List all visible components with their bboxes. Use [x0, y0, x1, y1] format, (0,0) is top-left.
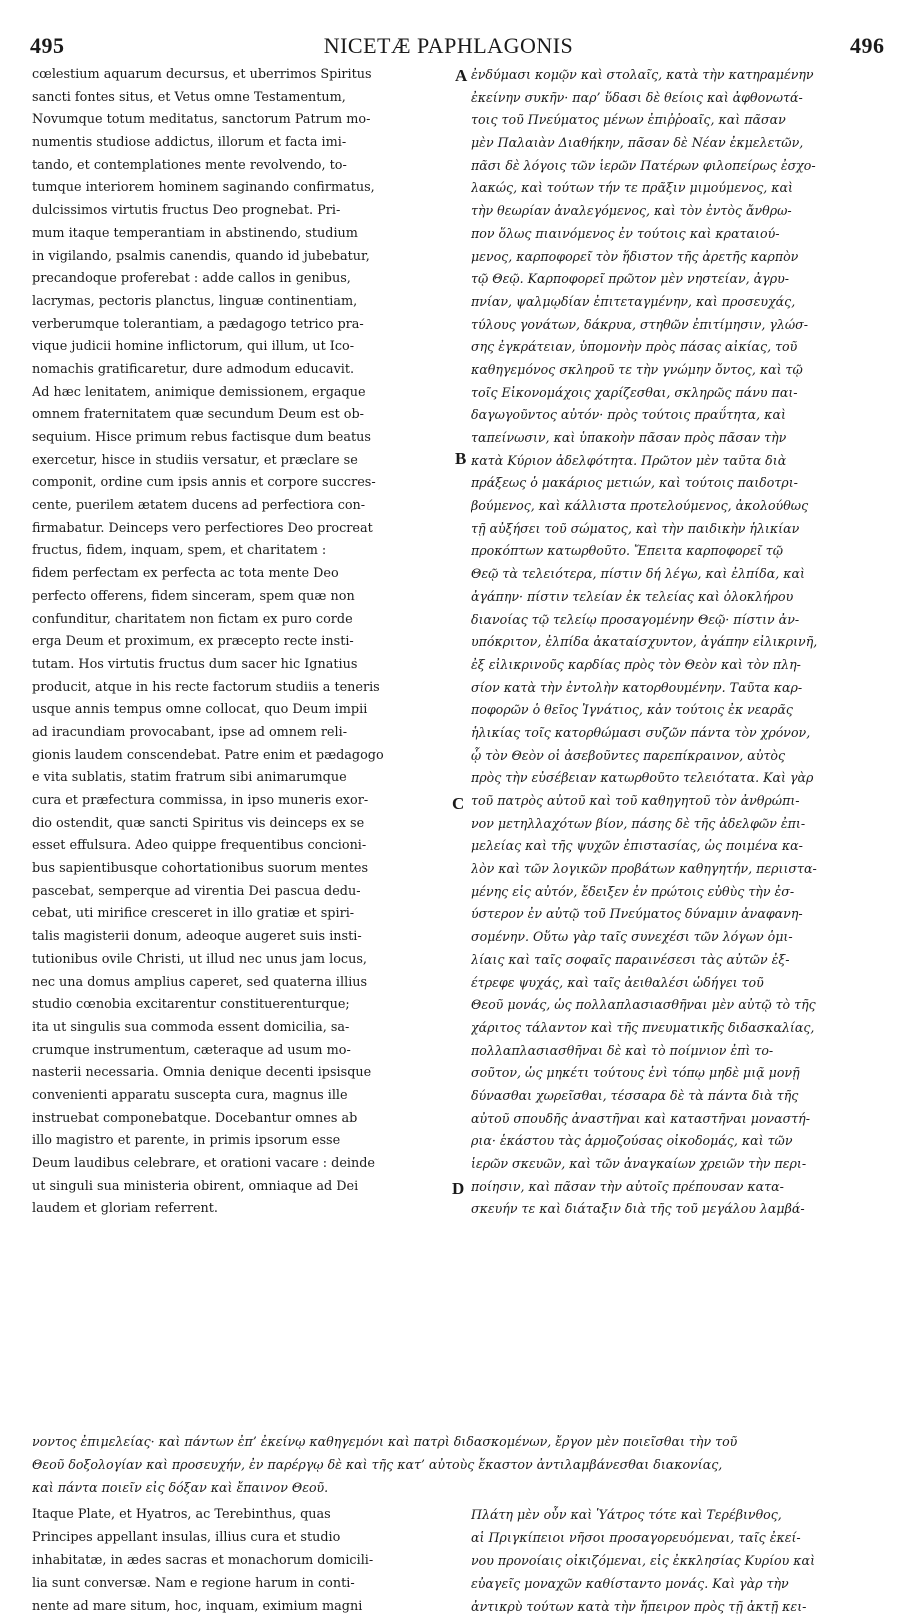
- latin-text-line: e vita sublatis, statim fratrum sibi animarumque: [32, 770, 347, 786]
- greek-text-line: νον μετηλλαχότων βίον, πάσης δὲ τῆς ἀδελφῶν ἐπι-: [471, 815, 806, 831]
- latin-text-line: nomachis gratificaretur, dure admodum educavit.: [32, 361, 355, 377]
- latin-text-line: exercetur, hisce in studiis versatur, et præclare se: [32, 452, 358, 468]
- greek-text-line: αὐτοῦ σπουδῆς ἀναστῆναι καὶ καταστῆναι μοναστή-: [471, 1110, 810, 1126]
- greek-text-line: ἡλικίας τοῖς κατορθώμασι συζῶν πάντα τὸν χρόνον,: [471, 724, 811, 740]
- latin-text-line: nasterii necessaria. Omnia denique decenti ipsisque: [32, 1065, 372, 1081]
- latin-text-line: producit, atque in his recte factorum studiis a teneris: [32, 679, 380, 695]
- latin-text-line: cente, puerilem ætatem ducens ad perfectiora con-: [32, 498, 366, 514]
- latin-text-line: in vigilando, psalmis canendis, quando id jubebatur,: [32, 248, 370, 264]
- greek-text-line: πᾶσι δὲ λόγοις τῶν ἱερῶν Πατέρων φιλοπείρως ἐσχο-: [471, 157, 816, 173]
- greek-column: [471, 64, 879, 1221]
- greek-text-line: λίαις καὶ ταῖς σοφαῖς παραινέσεσι τὰς αὐτῶν ἐξ-: [471, 951, 790, 967]
- greek-text-line: μὲν Παλαιὰν Διαθήκην, πᾶσαν δὲ Νέαν ἐκμελετῶν,: [471, 135, 804, 151]
- latin-text-line: dulcissimos virtutis fructus Deo prognebat. Pri-: [32, 203, 341, 219]
- latin-text-line: Novumque totum meditatus, sanctorum Patrum mo-: [32, 112, 371, 128]
- greek-text-line: ποίησιν, καὶ πᾶσαν τὴν αὐτοῖς πρέπουσαν κατα-: [471, 1178, 784, 1194]
- greek-text-line: ᾧ τὸν Θεὸν οἱ ἀσεβοῦντες παρεπίκραινον, αὐτὸς: [471, 747, 786, 763]
- latin-text-line: gionis laudem conscendebat. Patre enim et pædagogo: [32, 747, 384, 763]
- latin-text-line: tutam. Hos virtutis fructus dum sacer hic Ignatius: [32, 656, 358, 672]
- latin-text-line: confunditur, charitatem non fictam ex puro corde: [32, 611, 353, 627]
- latin-text-line: Deum laudibus celebrare, et orationi vacare : deinde: [32, 1156, 375, 1171]
- greek-text-line: τοις τοῦ Πνεύματος μένων ἐπιῤῥοαῖς, καὶ πᾶσαν: [471, 112, 786, 128]
- greek-text-line: τῇ αὐξήσει τοῦ σώματος, καὶ τὴν παιδικὴν ἡλικίαν: [471, 520, 800, 536]
- section-marker-b: B: [455, 449, 467, 468]
- greek-text-line: ἐνδύμασι κομῷν καὶ στολαῖς, κατὰ τὴν κατηραμένην: [471, 67, 814, 82]
- latin-text-line: numentis studiose addictus, illorum et facta imi-: [32, 135, 347, 151]
- greek-text-line: καθηγεμόνος σκληροῦ τε τὴν γνώμην ὄντος, καὶ τῷ: [471, 361, 803, 377]
- greek-text-line: ἐκείνην συκῆν· παρ’ ὕδασι δὲ θείοις καὶ ἀφθονωτά-: [471, 89, 803, 105]
- section-marker-a: A: [455, 66, 468, 85]
- latin-column-lower: [32, 1503, 452, 1618]
- greek-text-line: μενος, καρποφορεῖ τὸν ἥδιστον τῆς ἀρετῆς καρπὸν: [471, 248, 799, 264]
- greek-text-line: καὶ πάντα ποιεῖν εἰς δόξαν καὶ ἔπαινον Θεοῦ.: [32, 1480, 329, 1495]
- greek-text-line: έτρεφε ψυχάς, καὶ ταῖς ἀειθαλέσι ὡδήγει τοῦ: [471, 974, 764, 990]
- greek-text-line: ύστερον ἐν αὐτῷ τοῦ Πνεύματος δύναμιν ἀναφανη-: [471, 906, 803, 922]
- greek-text-line: δύνασθαι χωρεῖσθαι, τέσσαρα δὲ τὰ πάντα διὰ τῆς: [471, 1087, 799, 1103]
- latin-text-line: erga Deum et proximum, ex præcepto recte insti-: [32, 634, 354, 650]
- latin-text-line: lia sunt conversæ. Nam e regione harum in conti-: [32, 1576, 355, 1591]
- latin-text-line: fidem perfectam ex perfecta ac tota mente Deo: [32, 566, 339, 582]
- greek-text-line: υπόκριτον, ἐλπίδα ἀκαταίσχυντον, ἀγάπην εἰλικρινῆ,: [471, 634, 818, 650]
- latin-text-line: cœlestium aquarum decursus, et uberrimos Spiritus: [32, 67, 372, 82]
- latin-text-line: mum itaque temperantiam in abstinendo, studium: [32, 225, 358, 241]
- latin-text-line: tumque interiorem hominem saginando confirmatus,: [32, 180, 375, 196]
- greek-text-line: σκευήν τε καὶ διάταξιν διὰ τῆς τοῦ μεγάλου λαμβά-: [471, 1201, 805, 1217]
- latin-text-line: studio cœnobia excitarentur constituerenturque;: [32, 997, 350, 1013]
- greek-text-line: τοῖς Εἰκονομάχοις χαρίζεσθαι, σκληρῶς πάνυ παι-: [471, 384, 798, 400]
- latin-text-line: pascebat, semperque ad virentia Dei pascua dedu-: [32, 883, 361, 899]
- latin-text-line: firmabatur. Deinceps vero perfectiores Deo procreat: [32, 520, 373, 536]
- greek-text-line: ἱερῶν σκευῶν, καὶ τῶν ἀναγκαίων χρειῶν τὴν περι-: [471, 1156, 807, 1171]
- greek-text-line: κατὰ Κύριον ἀδελφότητα. Πρῶτον μὲν ταῦτα διὰ: [471, 452, 787, 468]
- latin-text-line: fructus, fidem, inquam, spem, et charitatem :: [32, 543, 327, 559]
- greek-text-line: σομένην. Οὕτω γὰρ ταῖς συνεχέσι τῶν λόγων ὁμι-: [471, 929, 793, 945]
- greek-text-line: τῷ Θεῷ. Καρποφορεῖ πρῶτον μὲν νηστείαν, ἀγρυ-: [471, 271, 790, 287]
- greek-text-line: νου προνοίαις οἰκιζόμεναι, εἰς ἐκκλησίας Κυρίου καὶ: [471, 1553, 816, 1568]
- latin-text-line: dio ostendit, quæ sancti Spiritus vis deinceps ex se: [32, 815, 365, 831]
- greek-text-line: ἀγάπην· πίστιν τελείαν ἐκ τελείας καὶ ὁλοκλήρου: [471, 588, 794, 604]
- greek-text-line: Πλάτη μὲν οὖν καὶ Ὑάτρος τότε καὶ Τερέβινθος,: [471, 1507, 782, 1522]
- greek-text-line: τύλους γονάτων, δάκρυα, στηθῶν ἐπιτίμησιν, γλώσ-: [471, 316, 809, 332]
- section-marker-c: C: [452, 794, 465, 813]
- latin-text-line: ita ut singulis sua commoda essent domicilia, sa-: [32, 1019, 350, 1035]
- greek-text-line: αἱ Πριγκίπειοι νῆσοι προσαγορευόμεναι, ταῖς ἐκεί-: [471, 1530, 801, 1545]
- greek-text-line: ποφορῶν ὁ θεῖος Ἰγνάτιος, κἀν τούτοις ἐκ νεαρᾶς: [471, 702, 793, 718]
- greek-text-line: ρια· ἑκάστου τὰς ἁρμοζούσας οἰκοδομάς, καὶ τῶν: [471, 1133, 793, 1149]
- latin-text-line: sequium. Hisce primum rebus factisque dum beatus: [32, 430, 371, 445]
- latin-text-line: convenienti apparatu suscepta cura, magnus ille: [32, 1087, 348, 1103]
- latin-text-line: omnem fraternitatem quæ secundum Deum est ob-: [32, 407, 365, 423]
- greek-text-line: πρὸς τὴν εὐσέβειαν κατωρθοῦτο τελειότατα. Καὶ γὰρ: [471, 770, 814, 786]
- latin-text-line: tando, et contemplationes mente revolvendo, to-: [32, 157, 347, 173]
- greek-text-line: ταπείνωσιν, καὶ ὑπακοὴν πᾶσαν πρὸς πᾶσαν τὴν: [471, 430, 787, 445]
- latin-text-line: componit, ordine cum ipsis annis et corpore succres-: [32, 475, 376, 491]
- greek-text-line: πολλαπλασιασθῆναι δὲ καὶ τὸ ποίμνιον ἐπὶ το-: [471, 1042, 774, 1058]
- latin-text-line: bus sapientibusque cohortationibus suorum mentes: [32, 861, 369, 877]
- latin-text-line: ad iracundiam provocabant, ipse ad omnem reli-: [32, 724, 348, 740]
- greek-text-line: σοῦτον, ὡς μηκέτι τούτους ἑνὶ τόπῳ μηδὲ μιᾷ μονῇ: [471, 1065, 800, 1081]
- latin-text-line: crumque instrumentum, cæteraque ad usum mo-: [32, 1042, 351, 1058]
- greek-text-line: λὸν καὶ τῶν λογικῶν προβάτων καθηγητήν, περιιστα-: [471, 861, 817, 877]
- latin-text-line: inhabitatæ, in ædes sacras et monachorum domicili-: [32, 1553, 374, 1568]
- latin-text-line: esset effulsura. Adeo quippe frequentibus concioni-: [32, 838, 367, 854]
- latin-text-line: Principes appellant insulas, illius cura et studio: [32, 1530, 341, 1545]
- right-page-number: 496: [850, 33, 885, 58]
- greek-text-line: Θεῷ τὰ τελειότερα, πίστιν δή λέγω, καὶ ἐλπίδα, καὶ: [471, 566, 805, 582]
- greek-text-line: νοντος ἐπιμελείας· καὶ πάντων ἐπ’ ἐκείνῳ καθηγεμόνι καὶ πατρὶ διδασκομένων, ἔργον μὲν ποιεῖσθαι τὴν τοῦ: [32, 1434, 738, 1449]
- greek-text-line: ἀντικρὺ τούτων κατὰ τὴν ἤπειρον πρὸς τῇ ἀκτῇ κει-: [471, 1599, 807, 1614]
- latin-text-line: illo magistro et parente, in primis ipsorum esse: [32, 1133, 341, 1149]
- greek-text-line: Θεοῦ μονάς, ὡς πολλαπλασιασθῆναι μὲν αὐτῷ τὸ τῆς: [471, 997, 816, 1013]
- greek-text-line: εὐαγεῖς μοναχῶν καθίσταντο μονάς. Καὶ γὰρ τὴν: [471, 1576, 789, 1591]
- page-header: [0, 33, 897, 61]
- latin-column: [32, 64, 452, 1221]
- latin-text-line: nec una domus amplius caperet, sed quaterna illius: [32, 974, 368, 990]
- greek-text-line: πνίαν, ψαλμῳδίαν ἐπιτεταγμένην, καὶ προσευχάς,: [471, 293, 796, 309]
- running-title: NICETÆ PAPHLAGONIS: [323, 33, 574, 58]
- greek-text-line: χάριτος τάλαντον καὶ τῆς πνευματικῆς διδασκαλίας,: [471, 1019, 815, 1035]
- latin-text-line: perfecto offerens, fidem sinceram, spem quæ non: [32, 588, 355, 604]
- greek-full-width-passage: [32, 1430, 878, 1499]
- greek-text-line: βούμενος, καὶ κάλλιστα προτελούμενος, ἀκολούθως: [471, 498, 809, 514]
- latin-text-line: vique judicii homine inflictorum, qui illum, ut Ico-: [32, 339, 355, 355]
- greek-text-line: σης ἐγκράτειαν, ὑπομονὴν πρὸς πάσας αἰκίας, τοῦ: [471, 339, 798, 355]
- greek-column-lower: [471, 1503, 879, 1618]
- latin-text-line: precandoque proferebat : adde callos in genibus,: [32, 271, 351, 287]
- latin-text-line: tutionibus ovile Christi, ut illud nec unus jam locus,: [32, 951, 367, 967]
- greek-text-line: διανοίας τῷ τελείῳ προσαγομένην Θεῷ· πίστιν ἀν-: [471, 611, 800, 627]
- latin-text-line: lacrymas, pectoris planctus, linguæ continentiam,: [32, 293, 358, 309]
- greek-text-line: τὴν θεωρίαν ἀναλεγόμενος, καὶ τὸν ἐντὸς ἄνθρω-: [471, 203, 792, 219]
- latin-text-line: usque annis tempus omne collocat, quo Deum impii: [32, 702, 368, 718]
- greek-text-line: λακώς, καὶ τούτων τήν τε πρᾶξιν μιμούμενος, καὶ: [471, 180, 793, 196]
- greek-text-line: προκόπτων κατωρθοῦτο. Ἔπειτα καρποφορεῖ τῷ: [471, 543, 783, 559]
- greek-text-line: Θεοῦ δοξολογίαν καὶ προσευχήν, ἐν παρέργῳ δὲ καὶ τῆς κατ’ αὐτοὺς ἕκαστον ἀντιλαμβάνεσθαι διακονίας,: [32, 1457, 723, 1472]
- greek-text-line: μελείας καὶ τῆς ψυχῶν ἐπιστασίας, ὡς ποιμένα κα-: [471, 838, 803, 854]
- latin-text-line: instruebat componebatque. Docebantur omnes ab: [32, 1110, 358, 1126]
- section-marker-d: D: [452, 1179, 465, 1198]
- left-page-number: 495: [30, 33, 65, 58]
- greek-text-line: πον ὅλως πιαινόμενος ἐν τούτοις καὶ κραταιού-: [471, 225, 780, 241]
- latin-text-line: laudem et gloriam referrent.: [32, 1201, 219, 1217]
- latin-text-line: sancti fontes situs, et Vetus omne Testamentum,: [32, 89, 346, 105]
- greek-text-line: δαγωγοῦντος αὐτόν· πρὸς τούτοις πραΰτητα, καὶ: [471, 407, 786, 423]
- greek-text-line: ἐξ εἰλικρινοῦς καρδίας πρὸς τὸν Θεὸν καὶ τὸν πλη-: [471, 656, 801, 672]
- greek-text-line: σίον κατὰ τὴν ἐντολὴν κατορθουμένην. Ταῦτα καρ-: [471, 679, 803, 695]
- latin-text-line: ut singuli sua ministeria obirent, omniaque ad Dei: [32, 1178, 359, 1194]
- latin-text-line: verberumque tolerantiam, a pædagogo tetrico pra-: [32, 316, 364, 332]
- latin-text-line: cebat, uti mirifice cresceret in illo gratiæ et spiri-: [32, 906, 355, 922]
- latin-text-line: cura et præfectura commissa, in ipso muneris exor-: [32, 793, 369, 808]
- latin-text-line: talis magisterii donum, adeoque augeret suis insti-: [32, 929, 362, 945]
- greek-text-line: μένης εἰς αὐτόν, ἔδειξεν ἐν πρώτοις εὐθὺς τὴν ἐσ-: [471, 883, 795, 899]
- latin-text-line: nente ad mare situm, hoc, inquam, eximium magni: [32, 1599, 363, 1614]
- greek-text-line: πράξεως ὁ μακάριος μετιών, καὶ τούτοις παιδοτρι-: [471, 475, 798, 491]
- latin-text-line: Ad hæc lenitatem, animique demissionem, ergaque: [32, 384, 366, 400]
- greek-text-line: τοῦ πατρὸς αὐτοῦ καὶ τοῦ καθηγητοῦ τὸν ἀνθρώπι-: [471, 793, 800, 808]
- latin-text-line: Itaque Plate, et Hyatros, ac Terebinthus, quas: [32, 1507, 331, 1522]
